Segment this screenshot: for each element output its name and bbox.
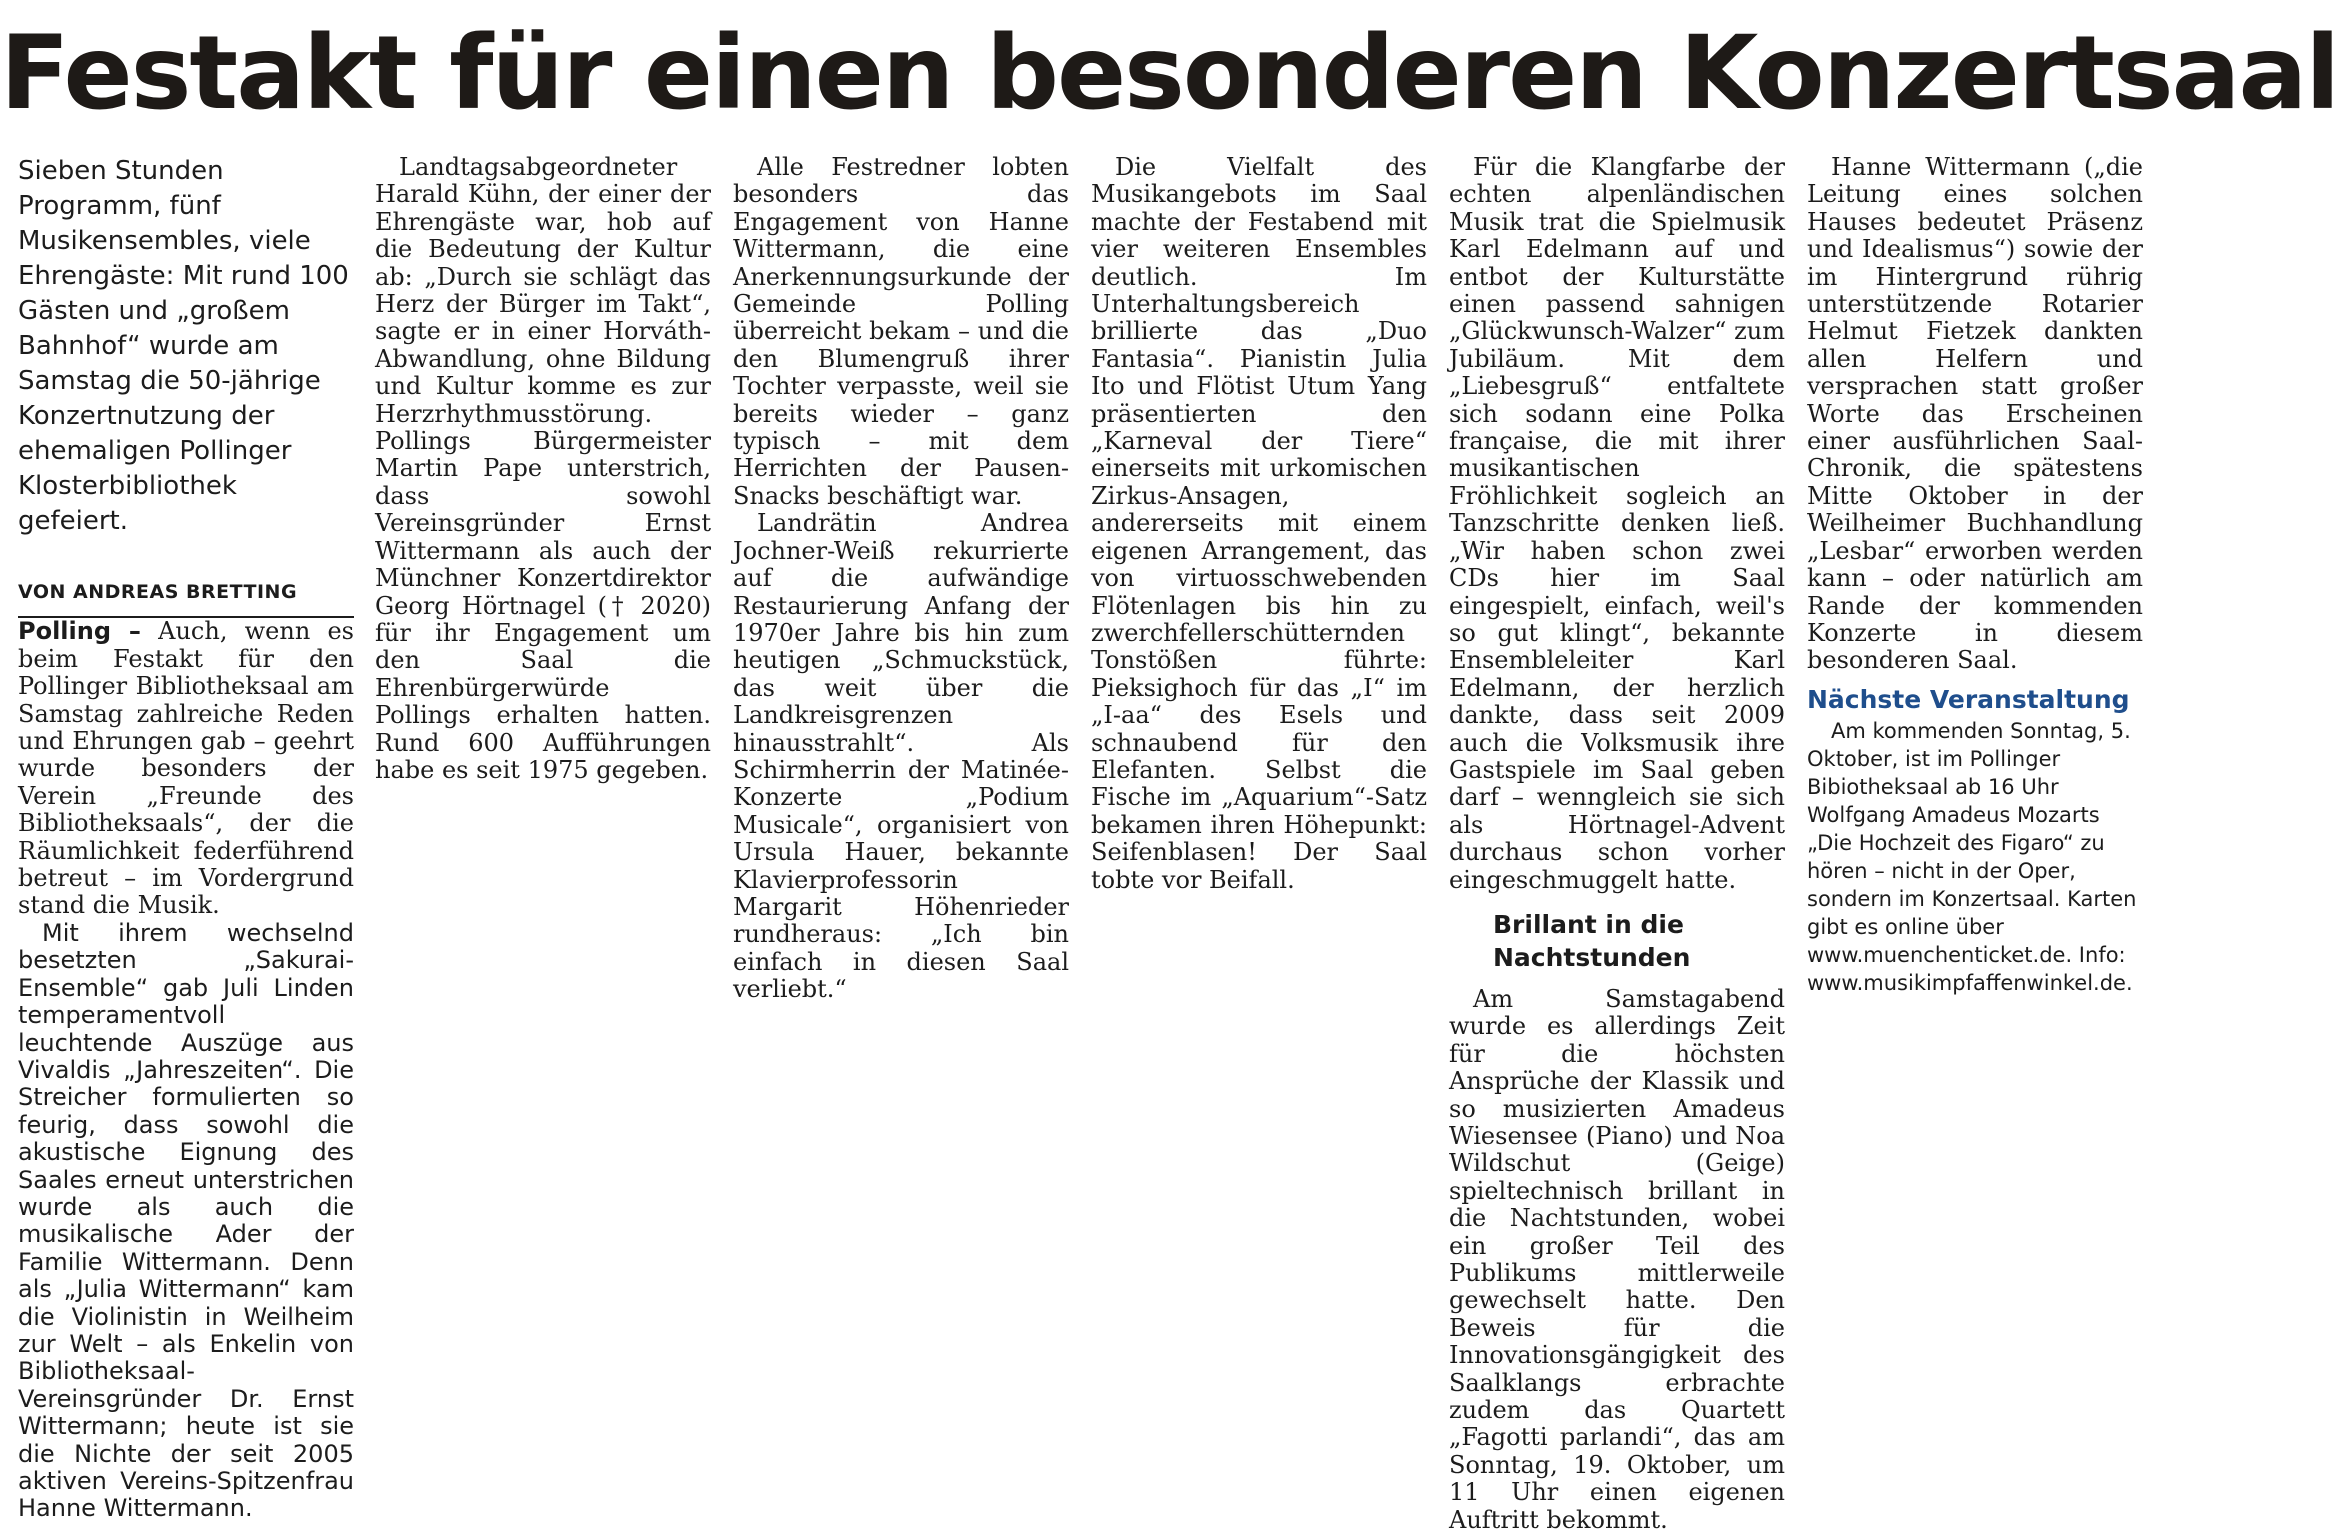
article-paragraph: Hanne Wittermann („die Leitung eines solchen Hauses bedeutet Präsenz und Idealismus“) sowie der im Hintergrund rührig unterstützende Rotarier Helmut Fietzek dankten allen Helfern und versprachen statt großer Worte das Erscheinen einer ausführlichen Saal-Chronik, die spätestens Mitte Oktober in der Weilheimer Buchhandlung „Lesbar“ erworben werden kann – oder natürlich am Rande der kommenden Konzerte in diesem besonderen Saal. xyxy=(1807,153,2143,675)
article-column-3 xyxy=(733,154,1069,1004)
dateline: Polling – xyxy=(18,617,141,646)
article-paragraph: Mit ihrem wechselnd besetzten „Sakurai-Ensemble“ gab Juli Linden temperamentvoll leuchtende Auszüge aus Vivaldis „Jahreszeiten“. Die Streicher formulierten so feurig, dass sowohl die akustische Eignung des Saales erneut unterstrichen wurde als auch die musikalische Ader der Familie Wittermann. Denn als „Julia Wittermann“ kam die Violinistin in Weilheim zur Welt – als Enkelin von Bibliotheksaal-Vereinsgründer Dr. Ernst Wittermann; heute ist sie die Nichte der seit 2005 aktiven Vereins-Spitzenfrau Hanne Wittermann. xyxy=(18,918,354,1523)
article-paragraph: Alle Festredner lobten besonders das Engagement von Hanne Wittermann, die eine Anerkennungsurkunde der Gemeinde Polling überreicht bekam – und die den Blumengruß ihrer Tochter verpasste, weil sie bereits wieder – ganz typisch – mit dem Herrichten der Pausen-Snacks beschäftigt war. xyxy=(733,153,1069,510)
article-column-4 xyxy=(1091,154,1427,1004)
infobox-text: Am kommenden Sonntag, 5. Oktober, ist im Pollinger Bibiotheksaal ab 16 Uhr Wolfgang Amadeus Mozarts „Die Hochzeit des Figaro“ zu hören – nicht in der Oper, sondern im Konzertsaal. Karten gibt es online über www.muenchenticket.de. Info: www.musikimpfaffenwinkel.de. xyxy=(1807,718,2137,995)
author-byline: VON ANDREAS BRETTING xyxy=(18,579,354,618)
article-column-1 xyxy=(18,154,354,1523)
paragraph-text: Auch, wenn es beim Festakt für den Pollinger Bibliotheksaal am Samstag zahlreiche Reden und Ehrungen gab – geehrt wurde besonders der Verein „Freunde des Bibliotheksaals“, der die Räumlichkeit federführend betreut – im Vordergrund stand die Musik. xyxy=(18,617,354,920)
article-teaser: Sieben Stunden Programm, fünf Musikensembles, viele Ehrengäste: Mit rund 100 Gästen und „großem Bahnhof“ wurde am Samstag die 50-jährige Konzertnutzung der ehemaligen Pollinger Klosterbibliothek gefeiert. xyxy=(18,156,349,536)
article-paragraph: Landtagsabgeordneter Harald Kühn, der einer der Ehrengäste war, hob auf die Bedeutung der Kultur ab: „Durch sie schlägt das Herz der Bürger im Takt“, sagte er in einer Horváth-Abwandlung, ohne Bildung und Kultur komme es zur Herzrhythmusstörung. Pollings Bürgermeister Martin Pape unterstrich, dass sowohl Vereinsgründer Ernst Wittermann als auch der Münchner Konzertdirektor Georg Hörtnagel († 2020) für ihr Engagement um den Saal die Ehrenbürgerwürde Pollings erhalten hatten. Rund 600 Aufführungen habe es seit 1975 gegeben. xyxy=(375,153,711,784)
article-column-5 xyxy=(1449,153,1785,1534)
article-paragraph: Am Samstagabend wurde es allerdings Zeit für die höchsten Ansprüche der Klassik und so musizierten Amadeus Wiesensee (Piano) und Noa Wildschut (Geige) spieltechnisch brillant in die Nachtstunden, wobei ein großer Teil des Publikums mittlerweile gewechselt hatte. Den Beweis für die Innovationsgängigkeit des Saalklangs erbrachte zudem das Quartett „Fagotti parlandi“, das am Sonntag, 19. Oktober, um 11 Uhr einen eigenen Auftritt bekommt. xyxy=(1449,984,1785,1534)
article-column-2 xyxy=(375,154,711,1004)
article-subhead: Brillant in die Nachtstunden xyxy=(1493,909,1691,972)
article-column-6 xyxy=(1807,154,2143,1004)
article-paragraph: Landrätin Andrea Jochner-Weiß rekurrierte auf die aufwändige Restaurierung Anfang der 1970er Jahre bis hin zum heutigen „Schmuckstück, das weit über die Landkreisgrenzen hinausstrahlt“. Als Schirmherrin der Matinée-Konzerte „Podium Musicale“, organisiert von Ursula Hauer, bekannte Klavierprofessorin Margarit Höhenrieder rundheraus: „Ich bin einfach in diesen Saal verliebt.“ xyxy=(733,509,1069,1004)
article-paragraph xyxy=(18,618,354,919)
article-paragraph: Für die Klangfarbe der echten alpenländischen Musik trat die Spielmusik Karl Edelmann auf und entbot der Kulturstätte einen passend sahnigen „Glückwunsch-Walzer“ zum Jubiläum. Mit dem „Liebesgruß“ entfaltete sich sodann eine Polka française, die mit ihrer musikantischen Fröhlichkeit sogleich an Tanzschritte denken ließ. „Wir haben schon zwei CDs hier im Saal eingespielt, einfach, weil's so gut klingt“, bekannte Ensembleleiter Karl Edelmann, der herzlich dankte, dass seit 2009 auch die Volksmusik ihre Gastspiele im Saal geben darf – wenngleich sie sich als Hörtnagel-Advent durchaus schon vorher eingeschmuggelt hatte. xyxy=(1449,153,1785,894)
article-paragraph: Die Vielfalt des Musikangebots im Saal machte der Festabend mit vier weiteren Ensembles deutlich. Im Unterhaltungsbereich brillierte das „Duo Fantasia“. Pianistin Julia Ito und Flötist Utum Yang präsentierten den „Karneval der Tiere“ einerseits mit urkomischen Zirkus-Ansagen, andererseits mit einem eigenen Arrangement, das von virtuosschwebenden Flötenlagen bis hin zu zwerchfellerschütternden Tonstößen führte: Pieksighoch für das „I“ im „I-aa“ des Esels und schnaubend für den Elefanten. Selbst die Fische im „Aquarium“-Satz bekamen ihren Höhepunkt: Seifenblasen! Der Saal tobte vor Beifall. xyxy=(1091,153,1427,894)
article-headline: Festakt für einen besonderen Konzertsaal xyxy=(0,14,2338,133)
infobox-title: Nächste Veranstaltung xyxy=(1807,684,2130,714)
